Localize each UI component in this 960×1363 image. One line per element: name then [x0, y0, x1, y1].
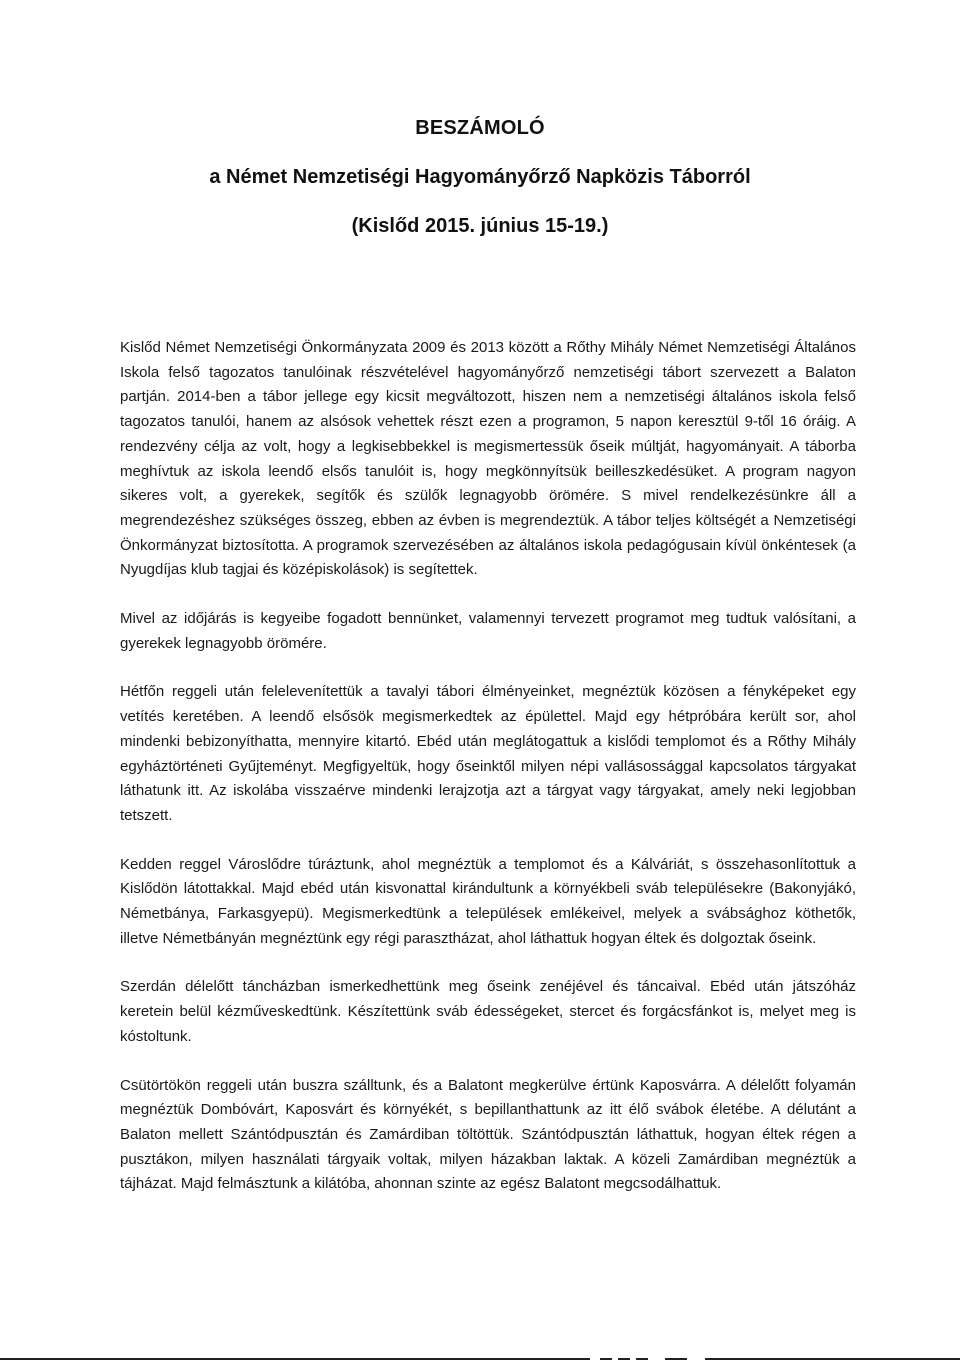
- paragraph-weather: Mivel az időjárás is kegyeibe fogadott bennünket, valamennyi tervezett programot meg tudtuk valósítani, a gyerekek legnagyobb örömére.: [120, 610, 856, 652]
- document-body: [120, 336, 856, 1221]
- scan-edge-line: [705, 1358, 960, 1360]
- paragraph-wednesday: Szerdán délelőtt táncházban ismerkedhettünk meg őseink zenéjével és táncaival. Ebéd után játszóház keretein belül kézműveskedtünk. Készítettünk sváb édességeket, stercet és forgácsfánkot is, melyet meg is kóstoltunk.: [120, 978, 856, 1045]
- scan-edge-line: [636, 1358, 648, 1360]
- paragraph-monday: Hétfőn reggeli után felelevenítettük a tavalyi tábori élményeinket, megnéztük közösen a fényképeket egy vetítés keretében. A leendő elsősök megismerkedtek az épülettel. Majd egy hétpróbára került sor, ahol mindenki bebizonyíthatta, mennyire kitartó. Ebéd után meglátogattuk a kislődi templomot és a Rőthy Mihály egyháztörténeti Gyűjteményt. Megfigyeltük, hogy őseinktől milyen népi vallásossággal kapcsolatos tárgyakat láthatunk itt. Az iskolába visszaérve mindenki lerajzotja azt a tárgyat vagy tárgyakat, amely neki legjobban tetszett.: [120, 683, 856, 824]
- scan-edge-line: [618, 1358, 630, 1360]
- scan-edge-line: [665, 1358, 687, 1360]
- document-title: BESZÁMOLÓ: [415, 117, 545, 139]
- paragraph-tuesday: Kedden reggel Városlődre túráztunk, ahol megnéztük a templomot és a Kálváriát, s összehasonlítottuk a Kislődön látottakkal. Majd ebéd után kisvonattal kirándultunk a környékbeli sváb településekre (Bakonyjákó, Németbánya, Farkasgyepü). Megismerkedtünk a települések emlékeivel, melyek a svábsághoz köthetők, illetve Németbányán megnéztünk egy régi parasztházat, ahol láthattuk hogyan éltek és dolgoztak őseink.: [120, 855, 856, 947]
- document-date-line: (Kislőd 2015. június 15-19.): [351, 215, 609, 237]
- scan-edge-line: [600, 1358, 612, 1360]
- scan-edge-line: [0, 1358, 590, 1360]
- paragraph-thursday: Csütörtökön reggeli után buszra szálltunk, és a Balatont megkerülve értünk Kaposvárra. A délelőtt folyamán megnéztük Dombóvárt, Kaposvárt és környékét, s bepillanthattunk az itt élő svábok életébe. A délutánt a Balaton mellett Szántódpusztán és Zamárdiban töltöttük. Szántódpusztán láthattuk, hogyan éltek régen a pusztákon, milyen használati tárgyaik voltak, milyen házakban laktak. A közeli Zamárdiban megnéztük a tájházat. Majd felmásztunk a kilátóba, ahonnan szinte az egész Balatont megcsodálhattuk.: [120, 1076, 856, 1193]
- document-subtitle: a Német Nemzetiségi Hagyományőrző Napközis Táborról: [209, 166, 751, 188]
- paragraph-intro: Kislőd Német Nemzetiségi Önkormányzata 2009 és 2013 között a Rőthy Mihály Német Nemzetiségi Általános Iskola felső tagozatos tanulóinak részvételével hagyományőrző nemzetiségi tábort szervezett a Balaton partján. 2014-ben a tábor jellege egy kicsit megváltozott, hiszen nem a nemzetiségi általános iskola felső tagozatos tanulói, hanem az alsósok vehettek részt ezen a programon, 5 napon keresztül 9-től 16 óráig. A rendezvény célja az volt, hogy a legkisebbekkel is megismertessük őseik múltját, hagyományait. A táborba meghívtuk az iskola leendő elsős tanulóit is, hogy megkönnyítsük beilleszkedésüket. A program nagyon sikeres volt, a gyerekek, segítők és szülők legnagyobb örömére. S mivel rendelkezésünkre áll a megrendezéshez szükséges összeg, ebben az évben is megrendeztük. A tábor teljes költségét a Nemzetiségi Önkormányzat biztosította. A programok szervezésében az általános iskola pedagógusain kívül önkéntesek (a Nyugdíjas klub tagjai és középiskolások) is segítettek.: [120, 339, 856, 579]
